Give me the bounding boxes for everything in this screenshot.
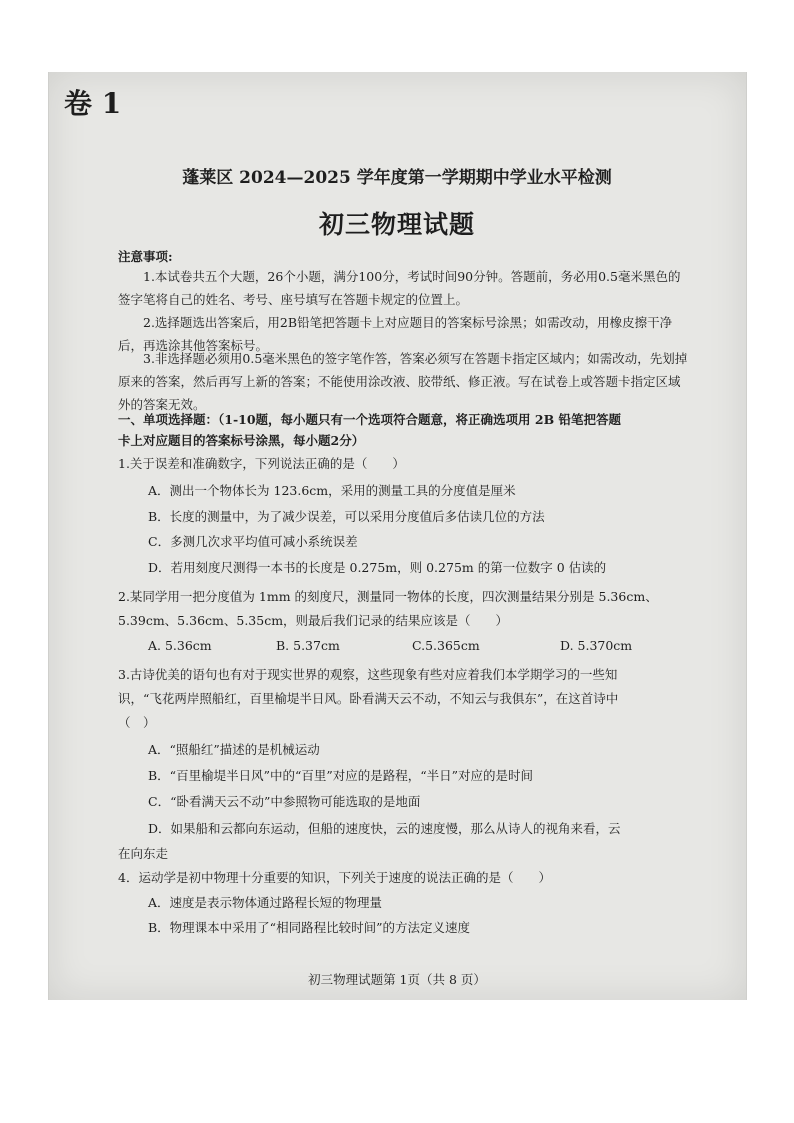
q2-stem-line1: 2.某同学用一把分度值为 1mm 的刻度尺，测量同一物体的长度，四次测量结果分别是 5.36cm、 (118, 589, 658, 604)
q3-stem-line1: 3.古诗优美的语句也有对于现实世界的观察，这些现象有些对应着我们本学期学习的一些知 (118, 667, 618, 682)
q2-option-a: A. 5.36cm (148, 638, 212, 653)
page-footer: 初三物理试题第 1页（共 8 页） (308, 972, 486, 987)
q1-option-b: B．长度的测量中，为了减少误差，可以采用分度值后多估读几位的方法 (148, 509, 545, 524)
exam-title: 初三物理试题 (318, 210, 475, 239)
q2-stem-line2: 5.39cm、5.36cm、5.35cm，则最后我们记录的结果应该是（ ） (118, 613, 509, 628)
exam-subtitle: 蓬莱区 2024—2025 学年度第一学期期中学业水平检测 (182, 168, 612, 188)
q3-option-b: B．“百里榆堤半日风”中的“百里”对应的是路程，“半日”对应的是时间 (148, 768, 534, 783)
volume-label: 卷 1 (64, 87, 122, 120)
notice-item-1: 1.本试卷共五个大题，26个小题，满分100分，考试时间90分钟。答题前，务必用0.5毫米黑色的签字笔将自己的姓名、考号、座号填写在答题卡规定的位置上。 (118, 269, 681, 307)
q4-option-b: B．物理课本中采用了“相同路程比较时间”的方法定义速度 (148, 920, 470, 935)
q2-option-d: D. 5.370cm (560, 638, 633, 653)
q2-option-c: C.5.365cm (412, 638, 480, 653)
notice-heading: 注意事项: (118, 249, 173, 264)
q3-stem-line3: （ ） (118, 715, 156, 730)
q2-option-b: B. 5.37cm (276, 638, 340, 653)
q3-option-d: D．如果船和云都向东运动，但船的速度快，云的速度慢，那么从诗人的视角来看，云 (148, 821, 621, 836)
section1-heading-line2: 卡上对应题目的答案标号涂黑，每小题2分） (118, 433, 365, 448)
q1-option-a: A．测出一个物体长为 123.6cm，采用的测量工具的分度值是厘米 (148, 483, 516, 498)
q3-option-d-continued: 在向东走 (118, 846, 169, 861)
notice-item-2: 2.选择题选出答案后，用2B铅笔把答题卡上对应题目的答案标号涂黑；如需改动，用橡皮擦干净后，再选涂其他答案标号。 (118, 315, 673, 353)
notice-item-3: 3.非选择题必须用0.5毫米黑色的签字笔作答，答案必须写在答题卡指定区域内；如需改动，先划掉原来的答案，然后再写上新的答案；不能使用涂改液、胶带纸、修正液。写在试卷上或答题卡指定区域外的答案无效。 (118, 351, 688, 412)
section1-heading-line1: 一、单项选择题：（1-10题，每小题只有一个选项符合题意，将正确选项用 2B 铅笔把答题 (118, 412, 621, 427)
q3-option-c: C．“卧看满天云不动”中参照物可能选取的是地面 (148, 794, 421, 809)
q4-stem: 4．运动学是初中物理十分重要的知识，下列关于速度的说法正确的是（ ） (118, 870, 551, 885)
q3-stem-line2: 识，“飞花两岸照船红，百里榆堤半日风。卧看满天云不动，不知云与我俱东”，在这首诗中 (118, 691, 619, 706)
q1-option-d: D．若用刻度尺测得一本书的长度是 0.275m，则 0.275m 的第一位数字 0 估读的 (148, 560, 607, 575)
q4-option-a: A．速度是表示物体通过路程长短的物理量 (148, 895, 383, 910)
q1-option-c: C．多测几次求平均值可减小系统误差 (148, 534, 358, 549)
q3-option-a: A．“照船红”描述的是机械运动 (148, 742, 320, 757)
q1-stem: 1.关于误差和准确数字，下列说法正确的是（ ） (118, 456, 405, 471)
